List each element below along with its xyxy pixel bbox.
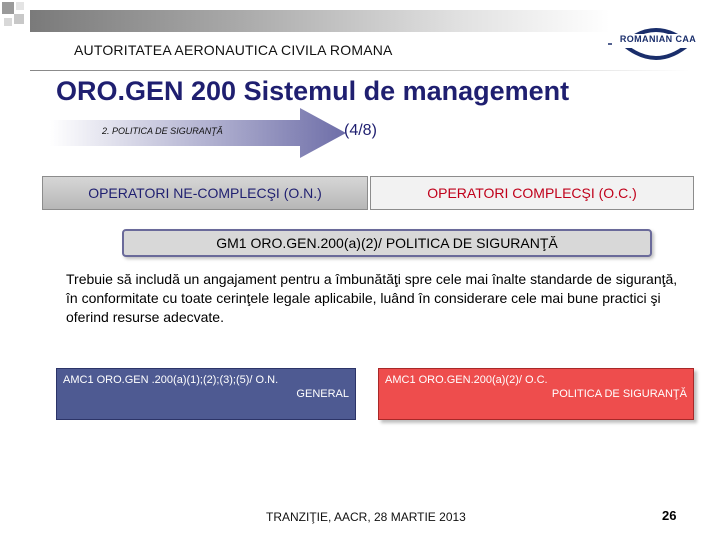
logo-text: ROMANIAN CAA [612, 34, 704, 48]
page-count: (4/8) [344, 122, 377, 139]
amc-non-complex-box [56, 368, 356, 420]
footer-text: TRANZIŢIE, AACR, 28 MARTIE 2013 [266, 510, 466, 524]
header-divider [30, 70, 690, 71]
complex-operators-box: OPERATORI COMPLECŞI (O.C.) [370, 176, 694, 210]
amc-complex-box [378, 368, 694, 420]
amc-left-line2: GENERAL [296, 388, 349, 400]
arrow-label: 2. POLITICA DE SIGURANŢĂ [102, 126, 223, 136]
gm-policy-box: GM1 ORO.GEN.200(a)(2)/ POLITICA DE SIGURANŢĂ [122, 229, 652, 257]
non-complex-operators-box: OPERATORI NE-COMPLECŞI (O.N.) [42, 176, 368, 210]
authority-name: AUTORITATEA AERONAUTICA CIVILA ROMANA [74, 42, 393, 58]
body-paragraph: Trebuie să includă un angajament pentru a îmbunătăţi spre cele mai înalte standarde de siguranţă, în conformitate cu toate cerinţele legale aplicabile, luând în considerare cele mai bune practici şi oferind resurse adecvate. [66, 271, 678, 325]
amc-right-line1: AMC1 ORO.GEN.200(a)(2)/ O.C. [385, 374, 548, 386]
slide-title: ORO.GEN 200 Sistemul de management [56, 76, 570, 106]
amc-right-line2: POLITICA DE SIGURANŢĂ [551, 388, 687, 400]
header-bar [30, 10, 610, 32]
page-number: 26 [662, 508, 677, 523]
amc-left-line1: AMC1 ORO.GEN .200(a)(1);(2);(3);(5)/ O.N. [63, 374, 279, 386]
